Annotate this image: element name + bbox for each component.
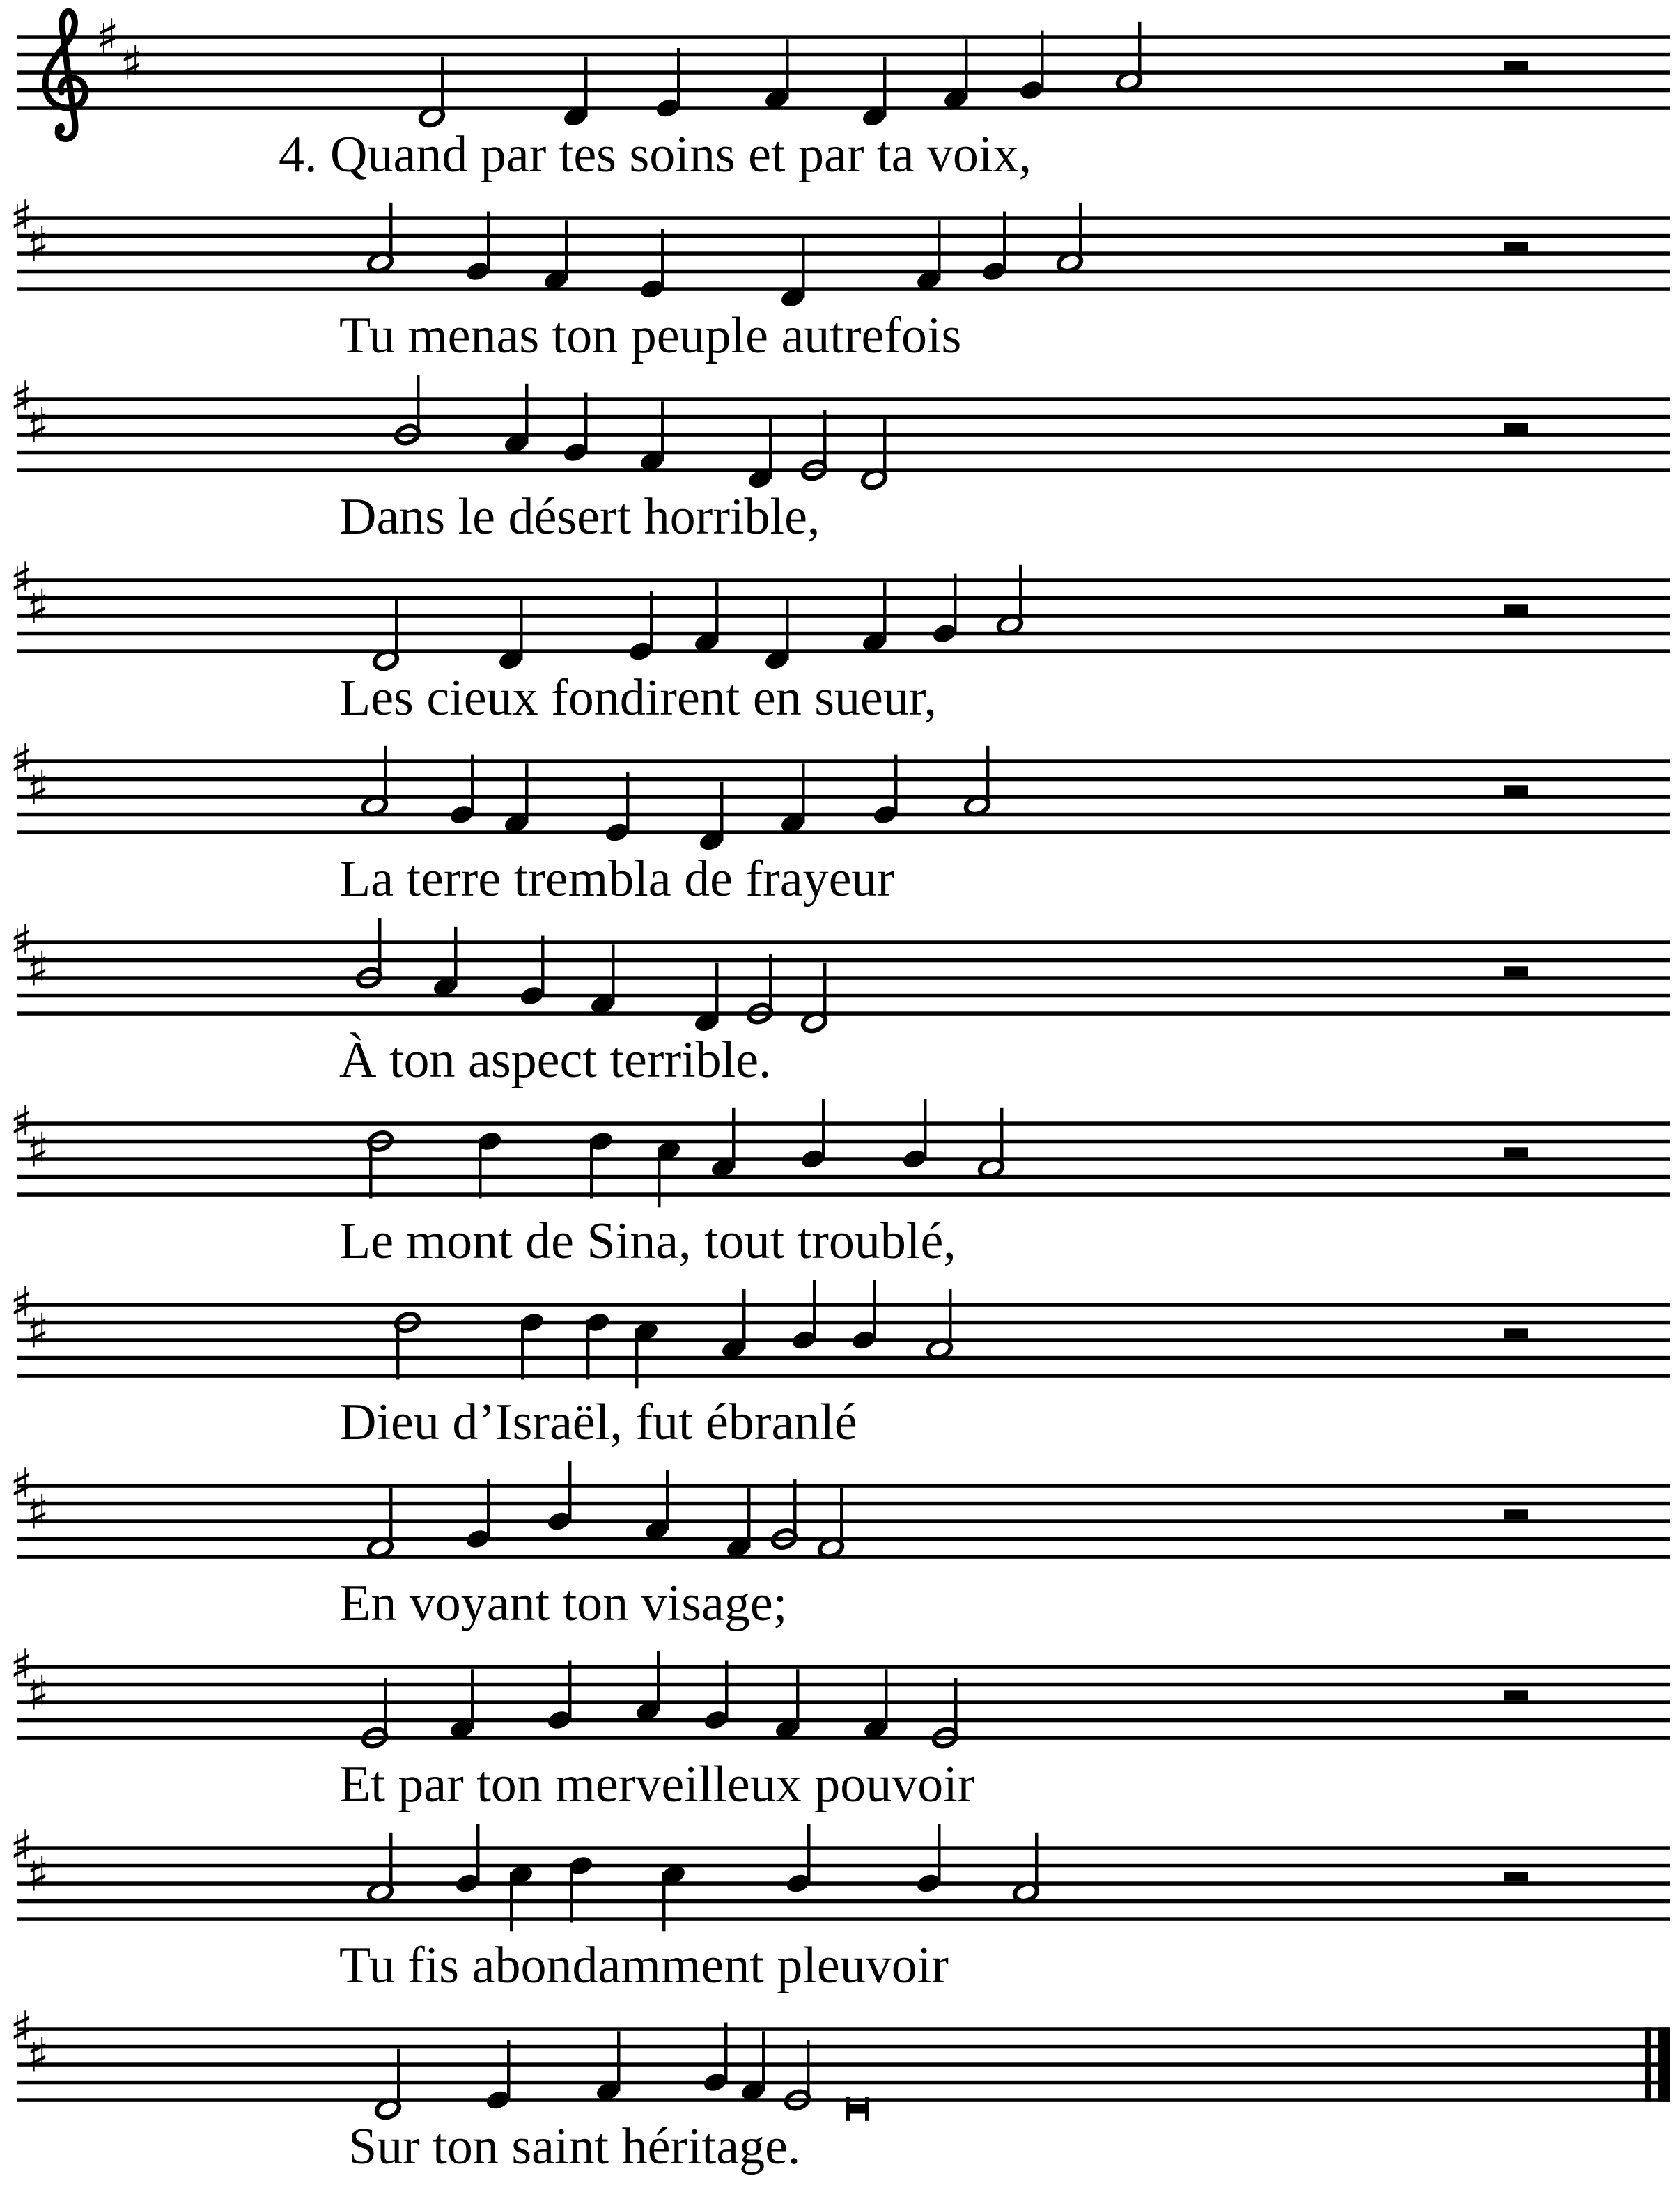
note-stem <box>802 763 805 823</box>
sharp-icon: ♯ <box>26 217 49 273</box>
note-stem <box>525 763 529 823</box>
note <box>587 1130 614 1199</box>
note-stem <box>883 582 887 642</box>
note-stem <box>510 1872 513 1931</box>
note <box>901 1099 928 1171</box>
note-stem <box>822 1099 825 1159</box>
note-stem <box>720 782 724 841</box>
lyric-line: 4. Quand par tes soins et par ta voix, <box>279 126 1032 183</box>
staff-line <box>17 287 1670 291</box>
note <box>739 2031 766 2103</box>
note <box>1056 203 1083 274</box>
note <box>484 2040 511 2112</box>
half-rest <box>1504 1147 1528 1157</box>
staff-line <box>17 1700 1670 1704</box>
staff-line <box>17 468 1670 472</box>
note-stem <box>796 1669 800 1729</box>
note <box>697 782 724 853</box>
note-stem <box>1003 212 1006 272</box>
note <box>773 1669 800 1741</box>
staff-line <box>17 397 1670 401</box>
note-stem <box>378 918 382 978</box>
half-rest <box>1504 1872 1528 1881</box>
note-stem <box>732 1108 736 1168</box>
staff-line <box>17 1665 1670 1669</box>
sharp-icon: ♯ <box>10 372 33 427</box>
note <box>453 1824 481 1895</box>
note-stem <box>938 220 941 280</box>
staff-system <box>17 10 1670 139</box>
note-stem <box>661 229 664 289</box>
staff-line <box>17 795 1670 799</box>
note <box>1012 1833 1039 1904</box>
staff-line <box>17 88 1670 93</box>
note <box>660 1863 687 1932</box>
note <box>800 963 827 1034</box>
staff-line <box>17 1157 1670 1161</box>
note <box>632 1320 660 1389</box>
note <box>627 591 654 663</box>
half-rest <box>1504 1328 1528 1338</box>
staff-line <box>17 2098 1670 2102</box>
note <box>497 600 524 672</box>
note <box>464 212 491 283</box>
staff-system <box>10 2002 1670 2121</box>
note-stem <box>635 1328 639 1388</box>
note-stem <box>938 1824 941 1883</box>
note-stem <box>389 1488 393 1548</box>
staff-line <box>17 777 1670 782</box>
final-barline-thin <box>1645 2027 1651 2102</box>
lyric-line: Tu menas ton peuple autrefois <box>339 307 962 364</box>
staff-line <box>17 649 1670 653</box>
staff-system <box>10 915 1670 1034</box>
note <box>915 1824 942 1895</box>
staff-line <box>17 433 1670 437</box>
note-stem <box>1079 203 1082 263</box>
note <box>655 1139 682 1208</box>
staff-line <box>17 216 1670 220</box>
staff-line <box>17 1736 1670 1740</box>
staff-line <box>17 1519 1670 1523</box>
note-stem <box>813 1280 816 1340</box>
sharp-icon: ♯ <box>10 1821 33 1876</box>
staff-line <box>17 1555 1670 1559</box>
note <box>871 755 899 827</box>
note-stem <box>769 954 772 1013</box>
note-stem <box>389 1833 393 1892</box>
note <box>860 419 887 491</box>
note <box>634 1651 661 1723</box>
note-stem <box>487 1479 490 1539</box>
note-stem <box>617 2031 621 2091</box>
staff-line <box>17 1192 1670 1197</box>
note-stem <box>954 1678 958 1738</box>
lyric-line: Sur ton saint héritage. <box>348 2118 801 2175</box>
note <box>926 1289 953 1361</box>
sharp-icon: ♯ <box>26 761 49 816</box>
note-stem <box>724 2023 728 2083</box>
note <box>507 1863 534 1932</box>
note <box>799 1099 826 1171</box>
sharp-icon: ♯ <box>10 734 33 789</box>
note-stem <box>584 57 588 117</box>
note <box>942 39 969 111</box>
note <box>746 419 773 491</box>
half-rest <box>1504 604 1528 614</box>
note-stem <box>417 375 420 435</box>
sharp-icon: ♯ <box>120 36 143 92</box>
note-stem <box>586 1320 590 1380</box>
staff-line <box>17 270 1670 274</box>
note-stem <box>520 600 523 660</box>
note-stem <box>793 1479 797 1539</box>
note <box>763 39 790 111</box>
staff-line <box>17 1356 1670 1360</box>
note-stem <box>769 419 772 479</box>
staff-line <box>17 994 1670 998</box>
note <box>418 57 445 129</box>
note-stem <box>396 1320 400 1380</box>
note <box>963 746 990 818</box>
note-stem <box>1019 565 1022 625</box>
note <box>567 1854 594 1923</box>
note <box>860 57 887 129</box>
lyric-line: Dans le désert horrible, <box>339 488 820 545</box>
note <box>977 1108 1004 1180</box>
staff-line <box>17 976 1670 980</box>
note <box>561 57 589 129</box>
note-stem <box>570 1863 573 1923</box>
note <box>817 1488 844 1560</box>
note <box>464 1479 491 1551</box>
note-stem <box>584 393 588 453</box>
note <box>701 2023 729 2094</box>
note <box>720 1289 747 1361</box>
note <box>431 927 458 999</box>
note-stem <box>454 927 458 987</box>
sharp-icon: ♯ <box>26 2028 49 2084</box>
staff-system <box>10 1640 1670 1750</box>
staff-system <box>10 553 1670 671</box>
half-rest <box>1504 1509 1528 1519</box>
staff-system <box>10 1821 1670 1931</box>
note-stem <box>883 57 887 117</box>
half-rest <box>1504 242 1528 251</box>
sharp-icon: ♯ <box>26 1123 49 1179</box>
staff-line <box>17 1718 1670 1723</box>
note-stem <box>823 963 827 1023</box>
note-stem <box>666 1470 669 1530</box>
note-stem <box>786 39 789 99</box>
note-stem <box>1035 1833 1039 1892</box>
note-stem <box>479 1139 482 1199</box>
staff-line <box>17 1683 1670 1687</box>
note-stem <box>762 2031 765 2091</box>
note-stem <box>389 203 393 263</box>
note-stem <box>677 48 680 108</box>
final-barline-thick <box>1658 2027 1670 2102</box>
sharp-icon: ♯ <box>10 1459 33 1514</box>
note <box>502 384 529 456</box>
lyric-line: À ton aspect terrible. <box>339 1032 772 1089</box>
staff-line <box>17 1140 1670 1144</box>
note <box>763 600 790 672</box>
note-stem <box>612 944 615 1004</box>
sharp-icon: ♯ <box>26 1485 49 1541</box>
note-stem <box>487 212 490 272</box>
sharp-icon: ♯ <box>10 1640 33 1695</box>
note-stem <box>894 755 898 815</box>
note-stem <box>986 746 990 806</box>
note <box>448 1669 475 1741</box>
lyric-line: Les cieux fondirent en sueur, <box>339 669 938 726</box>
staff-system <box>10 734 1670 853</box>
note-stem <box>441 57 444 117</box>
note-stem <box>1138 22 1142 81</box>
note <box>545 1461 573 1533</box>
staff-line <box>17 1881 1670 1886</box>
note <box>638 401 665 473</box>
note <box>931 574 958 646</box>
note-stem <box>954 574 957 634</box>
staff-line <box>17 2062 1670 2067</box>
sharp-icon: ♯ <box>96 10 119 65</box>
staff-line <box>17 415 1670 419</box>
sharp-icon: ♯ <box>10 2002 33 2057</box>
staff-line <box>17 70 1670 75</box>
staff-line <box>17 2027 1670 2031</box>
staff-system <box>10 1096 1670 1207</box>
half-rest <box>1504 423 1528 433</box>
staff-line <box>17 1502 1670 1506</box>
note <box>561 393 589 465</box>
staff-line <box>17 830 1670 834</box>
note-stem <box>626 772 630 832</box>
note-stem <box>807 1824 811 1883</box>
sharp-icon: ♯ <box>26 580 49 635</box>
note-stem <box>715 963 719 1023</box>
note-stem <box>397 2049 400 2109</box>
note-stem <box>525 384 529 444</box>
staff-system <box>10 1277 1670 1388</box>
staff-line <box>17 2081 1670 2085</box>
staff-line <box>17 1011 1670 1016</box>
note <box>709 1108 736 1180</box>
lyric-line: Tu fis abondamment pleuvoir <box>339 1937 949 1994</box>
note <box>779 763 806 835</box>
staff-line <box>17 234 1670 238</box>
note-stem <box>384 1678 387 1738</box>
note <box>366 203 394 274</box>
note-stem <box>650 591 653 651</box>
note-stem <box>384 746 387 806</box>
note-stem <box>662 1872 666 1931</box>
note-stem <box>661 401 664 461</box>
note-stem <box>568 1461 572 1521</box>
lyric-line: La terre trembla de frayeur <box>339 850 895 908</box>
note <box>603 772 630 844</box>
lyric-line: En voyant ton visage; <box>339 1575 788 1632</box>
note <box>1018 31 1045 102</box>
staff-line <box>17 958 1670 963</box>
note <box>366 1833 394 1904</box>
note-stem <box>823 410 827 470</box>
lyric-line: Le mont de Sina, tout troublé, <box>339 1213 956 1270</box>
sharp-icon: ♯ <box>26 398 49 454</box>
note <box>518 936 545 1008</box>
sharp-icon: ♯ <box>10 1277 33 1332</box>
note-stem <box>541 936 545 996</box>
note <box>862 1669 889 1741</box>
staff-line <box>17 1175 1670 1179</box>
note <box>502 763 529 835</box>
note-stem <box>658 1147 661 1207</box>
half-rest <box>1504 966 1528 976</box>
sharp-icon: ♯ <box>26 1847 49 1903</box>
note-stem <box>657 1651 660 1711</box>
note-stem <box>471 1669 474 1729</box>
note-stem <box>924 1099 927 1159</box>
half-rest <box>1504 61 1528 70</box>
staff-line <box>17 2045 1670 2049</box>
staff-line <box>17 1484 1670 1488</box>
note <box>584 1311 611 1380</box>
staff-line <box>17 251 1670 256</box>
note-stem <box>949 1289 952 1349</box>
note <box>850 1280 877 1352</box>
staff-line <box>17 1917 1670 1921</box>
note <box>915 220 942 292</box>
sharp-icon: ♯ <box>10 553 33 608</box>
staff-line <box>17 1321 1670 1325</box>
note <box>702 1661 729 1732</box>
note-stem <box>742 1289 746 1349</box>
note <box>643 1470 670 1542</box>
note <box>372 600 399 672</box>
note <box>692 582 720 654</box>
staff-line <box>17 1537 1670 1541</box>
note-stem <box>807 2040 810 2100</box>
note <box>589 944 616 1016</box>
note <box>545 1661 573 1732</box>
note-stem <box>565 220 568 280</box>
note-stem <box>725 1661 729 1720</box>
note-stem <box>840 1488 843 1548</box>
note-stem <box>883 419 887 479</box>
staff-line <box>17 451 1670 455</box>
note <box>654 48 681 120</box>
note <box>361 746 388 818</box>
note-stem <box>507 2040 511 2100</box>
note-stem <box>786 600 789 660</box>
note <box>366 1488 394 1560</box>
note <box>692 963 720 1034</box>
note-stem <box>747 1488 751 1548</box>
half-rest <box>1504 785 1528 795</box>
treble-clef-icon <box>45 11 86 139</box>
note-stem <box>965 39 968 99</box>
note <box>638 229 665 301</box>
note-stem <box>590 1139 593 1199</box>
staff-line <box>17 759 1670 763</box>
note-stem <box>715 582 719 642</box>
staff-line <box>17 1846 1670 1850</box>
note-stem <box>873 1280 876 1340</box>
staff-system <box>10 191 1670 309</box>
staff-system <box>10 372 1670 490</box>
note-stem <box>1041 31 1044 91</box>
staff-line <box>17 632 1670 636</box>
note-stem <box>802 238 805 298</box>
staff-line <box>17 940 1670 944</box>
staff-line <box>17 1338 1670 1342</box>
note <box>779 238 806 310</box>
note <box>980 212 1007 283</box>
note-stem <box>521 1320 524 1380</box>
sharp-icon: ♯ <box>10 191 33 246</box>
note-stem <box>476 1824 480 1883</box>
staff-line <box>17 106 1670 110</box>
note <box>724 1488 752 1560</box>
staff-line <box>17 578 1670 582</box>
note-stem <box>369 1139 373 1199</box>
staff-line <box>17 813 1670 817</box>
sharp-icon: ♯ <box>26 1304 49 1360</box>
staff-line <box>17 35 1670 39</box>
half-rest <box>1504 1690 1528 1700</box>
note <box>996 565 1023 637</box>
staff-line <box>17 1303 1670 1307</box>
note <box>860 582 887 654</box>
note <box>790 1280 817 1352</box>
note <box>518 1311 545 1380</box>
staff-line <box>17 1374 1670 1378</box>
breve-post <box>865 2097 869 2121</box>
sharp-icon: ♯ <box>26 942 49 997</box>
note <box>448 755 475 827</box>
note <box>476 1130 503 1199</box>
breve-head <box>848 2104 865 2114</box>
note <box>542 220 569 292</box>
note-stem <box>395 600 398 660</box>
note <box>374 2049 401 2121</box>
staff-system <box>10 1459 1670 1560</box>
staff-line <box>17 53 1670 57</box>
note-stem <box>568 1661 572 1720</box>
note <box>1115 22 1142 93</box>
lyric-line: Et par ton merveilleux pouvoir <box>339 1756 975 1813</box>
staff-line <box>17 596 1670 600</box>
note-stem <box>885 1669 888 1729</box>
note-stem <box>471 755 474 815</box>
note <box>594 2031 621 2103</box>
note <box>784 1824 811 1895</box>
staff-line <box>17 614 1670 618</box>
sharp-icon: ♯ <box>10 1096 33 1151</box>
sharp-icon: ♯ <box>26 1666 49 1722</box>
staff-line <box>17 1121 1670 1126</box>
staff-line <box>17 1899 1670 1904</box>
note-stem <box>1000 1108 1004 1168</box>
sharp-icon: ♯ <box>10 915 33 970</box>
lyric-line: Dieu d’Israël, fut ébranlé <box>339 1394 857 1451</box>
staff-line <box>17 1864 1670 1868</box>
